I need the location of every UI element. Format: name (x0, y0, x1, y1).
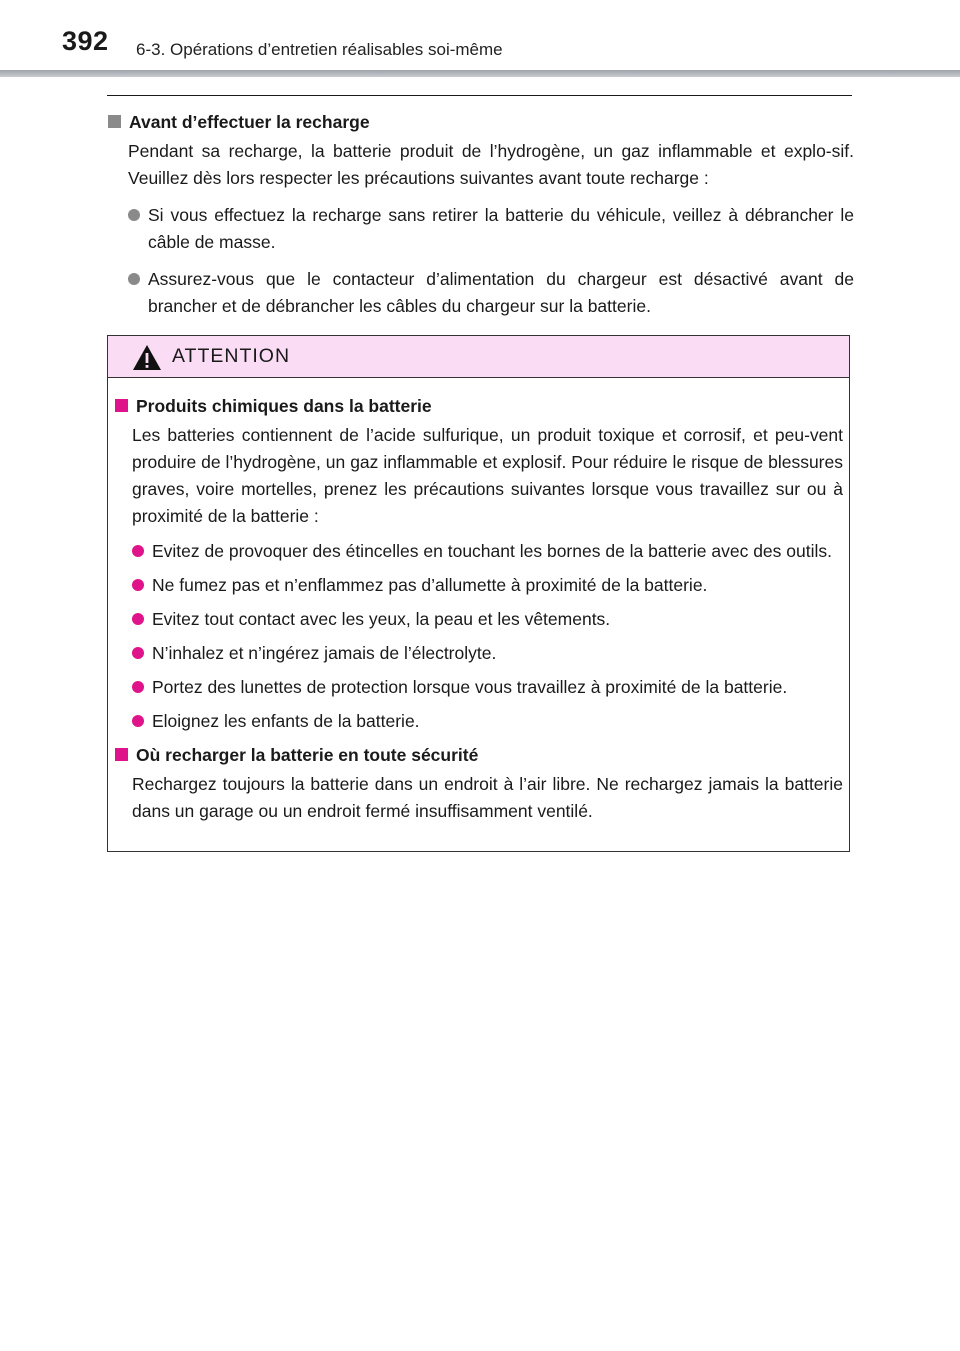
warning-triangle-icon (132, 344, 162, 371)
warning-body (115, 394, 843, 825)
page-number: 392 (62, 26, 109, 56)
warning-paragraph: Rechargez toujours la batterie dans un endroit à l’air libre. Ne rechargez jamais la batterie dans un garage ou un endroit fermé insuffisamment ventilé. (132, 774, 843, 821)
list-item (132, 640, 843, 667)
warning-subheading (115, 394, 843, 418)
list-item-text: N’inhalez et n’ingérez jamais de l’électrolyte. (152, 643, 497, 663)
warning-paragraph: Les batteries contiennent de l’acide sulfurique, un produit toxique et corrosif, et peu-vent produire de l’hydrogène, un gaz inflammable et explosif. Pour réduire le risque de blessures graves, voire mortelles, prenez les précautions suivantes lorsque vous travaillez sur ou à proximité de la batterie : (132, 425, 843, 526)
round-bullet-icon (132, 647, 144, 659)
list-item (132, 606, 843, 633)
round-bullet-icon (132, 613, 144, 625)
round-bullet-icon (132, 579, 144, 591)
round-bullet-icon (132, 715, 144, 727)
warning-subheading-text: Où recharger la batterie en toute sécurité (136, 745, 479, 765)
square-bullet-icon (115, 748, 128, 761)
list-item-text: Ne fumez pas et n’enflammez pas d’allumette à proximité de la batterie. (152, 575, 708, 595)
square-bullet-icon (108, 115, 121, 128)
list-item (132, 708, 843, 735)
list-item-text: Portez des lunettes de protection lorsque vous travaillez à proximité de la batterie. (152, 677, 788, 697)
section-title: 6-3. Opérations d’entretien réalisables soi-même (136, 40, 503, 59)
list-item-text: Evitez tout contact avec les yeux, la peau et les vêtements. (152, 609, 611, 629)
list-item-text: Si vous effectuez la recharge sans retirer la batterie du véhicule, veillez à débrancher le câble de masse. (148, 205, 854, 252)
round-bullet-icon (132, 681, 144, 693)
round-bullet-icon (132, 545, 144, 557)
list-item-text: Evitez de provoquer des étincelles en touchant les bornes de la batterie avec des outils. (152, 541, 832, 561)
list-item (132, 674, 843, 701)
intro-paragraph: Pendant sa recharge, la batterie produit de l’hydrogène, un gaz inflammable et explo-sif. Veuillez dès lors respecter les précautions suivantes avant toute recharge : (128, 141, 854, 188)
warning-title: ATTENTION (172, 345, 291, 367)
warning-subheading-text: Produits chimiques dans la batterie (136, 396, 432, 416)
round-bullet-icon (128, 273, 140, 285)
section-heading (108, 110, 854, 134)
section-heading-text: Avant d’effectuer la recharge (129, 112, 370, 132)
divider (107, 95, 852, 96)
list-item (132, 538, 843, 565)
list-item-text: Eloignez les enfants de la batterie. (152, 711, 420, 731)
list-item (128, 266, 854, 320)
list-item (128, 202, 854, 256)
round-bullet-icon (128, 209, 140, 221)
header-rule (0, 70, 960, 77)
list-item (132, 572, 843, 599)
warning-subheading (115, 743, 843, 767)
warning-box (107, 335, 850, 852)
list-item-text: Assurez-vous que le contacteur d’alimentation du chargeur est désactivé avant de brancher et de débrancher les câbles du chargeur sur la batterie. (148, 269, 854, 316)
warning-header (108, 336, 849, 378)
page-header (0, 0, 960, 80)
avant-recharge-section (108, 110, 854, 320)
square-bullet-icon (115, 399, 128, 412)
